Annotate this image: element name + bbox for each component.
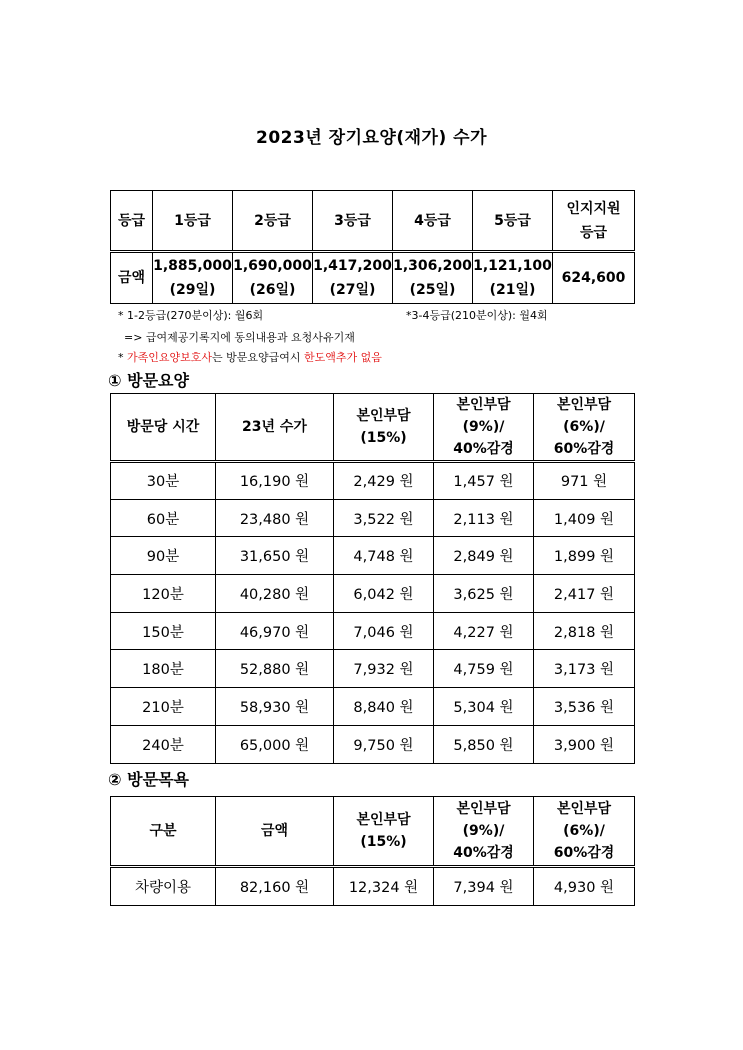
header-copay-6-line1: 본인부담 [556, 397, 612, 413]
cell-copay-6: 4,930 원 [534, 867, 635, 906]
table-row [111, 499, 635, 537]
cell-copay-6: 2,818 원 [534, 612, 635, 650]
cell-copay-9: 5,304 원 [434, 688, 534, 726]
cell-fee: 23,480 원 [216, 499, 334, 537]
bath-header-row [111, 797, 635, 867]
header-copay-15 [334, 394, 434, 462]
header-copay-6-line1: 본인부담 [556, 801, 612, 817]
note-grade-3-4: *3-4등급(210분이상): 월4회 [406, 309, 548, 322]
cell-time: 240분 [111, 725, 216, 763]
note-star: * [118, 351, 124, 364]
amount-grade-5 [473, 252, 553, 304]
grade-5: 5등급 [473, 191, 553, 252]
cell-copay-6: 3,900 원 [534, 725, 635, 763]
amount-value: 1,417,200 [313, 258, 392, 274]
header-copay-9-line1: 본인부담 [456, 397, 511, 413]
amount-value: 1,306,200 [393, 258, 472, 274]
grade-1: 1등급 [153, 191, 233, 252]
header-copay-6-line3: 60%감경 [553, 441, 615, 457]
cell-copay-15: 2,429 원 [334, 462, 434, 500]
amount-days: (21일) [489, 282, 536, 298]
cell-copay-15: 7,932 원 [334, 650, 434, 688]
cell-time: 90분 [111, 537, 216, 575]
cell-fee: 58,930 원 [216, 688, 334, 726]
header-copay-9 [434, 394, 534, 462]
grade-label: 등급 [111, 191, 153, 252]
table-row [111, 537, 635, 575]
amount-days: (27일) [329, 282, 376, 298]
cell-copay-9: 2,113 원 [434, 499, 534, 537]
header-time: 방문당 시간 [111, 394, 216, 462]
cell-copay-9: 4,759 원 [434, 650, 534, 688]
cell-fee: 46,970 원 [216, 612, 334, 650]
amount-value: 1,690,000 [233, 258, 312, 274]
amount-value: 1,885,000 [153, 258, 232, 274]
amount-days: (29일) [169, 282, 216, 298]
cell-copay-15: 12,324 원 [334, 867, 434, 906]
visit-care-header-row [111, 394, 635, 462]
header-copay-15-line1: 본인부담 [356, 408, 411, 424]
header-copay-6 [534, 394, 635, 462]
note-grade-1-2: * 1-2등급(270분이상): 월6회 [118, 309, 264, 322]
amount-days: (26일) [249, 282, 296, 298]
header-amount: 금액 [216, 797, 334, 867]
cell-fee: 65,000 원 [216, 725, 334, 763]
cell-fee: 52,880 원 [216, 650, 334, 688]
header-copay-15-line1: 본인부담 [356, 812, 411, 828]
note-no-limit-red: 한도액추가 없음 [304, 351, 382, 364]
grade-3: 3등급 [313, 191, 393, 252]
cell-copay-15: 9,750 원 [334, 725, 434, 763]
grade-cognitive-line2: 등급 [579, 224, 608, 241]
note-record: => 급여제공기록지에 동의내용과 요청사유기재 [124, 331, 355, 344]
header-copay-9-line1: 본인부담 [456, 801, 511, 817]
header-copay-6 [534, 797, 635, 867]
cell-time: 180분 [111, 650, 216, 688]
cell-copay-6: 1,899 원 [534, 537, 635, 575]
header-copay-15-line2: (15%) [360, 430, 407, 446]
amount-grade-1 [153, 252, 233, 304]
grade-4: 4등급 [393, 191, 473, 252]
cell-time: 30분 [111, 462, 216, 500]
grade-amount-row [111, 252, 635, 304]
grade-table [110, 190, 635, 304]
header-copay-15 [334, 797, 434, 867]
table-row [111, 867, 635, 906]
cell-copay-15: 8,840 원 [334, 688, 434, 726]
amount-value: 1,121,100 [473, 258, 552, 274]
header-copay-6-line2: (6%)/ [563, 419, 605, 435]
grade-cognitive-line1: 인지지원 [566, 200, 621, 217]
cell-copay-9: 4,227 원 [434, 612, 534, 650]
cell-time: 60분 [111, 499, 216, 537]
page-title: 2023년 장기요양(재가) 수가 [256, 128, 487, 148]
amount-label: 금액 [111, 252, 153, 304]
cell-copay-15: 7,046 원 [334, 612, 434, 650]
cell-fee: 16,190 원 [216, 462, 334, 500]
header-copay-6-line2: (6%)/ [563, 823, 605, 839]
table-row [111, 688, 635, 726]
visit-bath-table [110, 796, 635, 906]
table-row [111, 725, 635, 763]
cell-time: 150분 [111, 612, 216, 650]
header-copay-9 [434, 797, 534, 867]
cell-copay-6: 1,409 원 [534, 499, 635, 537]
cell-copay-6: 3,536 원 [534, 688, 635, 726]
grade-cognitive [553, 191, 635, 252]
header-copay-9-line3: 40%감경 [453, 441, 514, 457]
cell-fee: 31,650 원 [216, 537, 334, 575]
table-row [111, 650, 635, 688]
amount-grade-2 [233, 252, 313, 304]
cell-time: 120분 [111, 575, 216, 613]
table-row [111, 612, 635, 650]
grade-2: 2등급 [233, 191, 313, 252]
amount-grade-3 [313, 252, 393, 304]
cell-fee: 40,280 원 [216, 575, 334, 613]
cell-time: 210분 [111, 688, 216, 726]
cell-copay-9: 5,850 원 [434, 725, 534, 763]
cell-copay-15: 6,042 원 [334, 575, 434, 613]
cell-amount: 82,160 원 [216, 867, 334, 906]
note-family-caregiver-mid: 는 방문요양급여시 [212, 351, 301, 364]
cell-type: 차량이용 [111, 867, 216, 906]
header-type: 구분 [111, 797, 216, 867]
cell-copay-15: 4,748 원 [334, 537, 434, 575]
note-family-caregiver [118, 349, 382, 365]
header-copay-9-line2: (9%)/ [462, 419, 505, 435]
grade-header-row [111, 191, 635, 252]
cell-copay-15: 3,522 원 [334, 499, 434, 537]
amount-grade-4 [393, 252, 473, 304]
note-family-caregiver-red: 가족인요양보호사 [127, 351, 213, 364]
header-copay-15-line2: (15%) [360, 834, 407, 850]
cell-copay-6: 971 원 [534, 462, 635, 500]
cell-copay-9: 7,394 원 [434, 867, 534, 906]
amount-days: (25일) [409, 282, 456, 298]
cell-copay-9: 3,625 원 [434, 575, 534, 613]
header-copay-9-line3: 40%감경 [453, 845, 514, 861]
table-row [111, 462, 635, 500]
amount-cognitive: 624,600 [553, 252, 635, 304]
cell-copay-6: 3,173 원 [534, 650, 635, 688]
header-fee: 23년 수가 [216, 394, 334, 462]
header-copay-9-line2: (9%)/ [462, 823, 505, 839]
cell-copay-9: 2,849 원 [434, 537, 534, 575]
table-row [111, 575, 635, 613]
section-visit-care-title: ① 방문요양 [108, 371, 189, 390]
visit-care-table [110, 393, 635, 764]
cell-copay-9: 1,457 원 [434, 462, 534, 500]
section-bath-title: ② 방문목욕 [108, 770, 189, 789]
header-copay-6-line3: 60%감경 [553, 845, 615, 861]
cell-copay-6: 2,417 원 [534, 575, 635, 613]
